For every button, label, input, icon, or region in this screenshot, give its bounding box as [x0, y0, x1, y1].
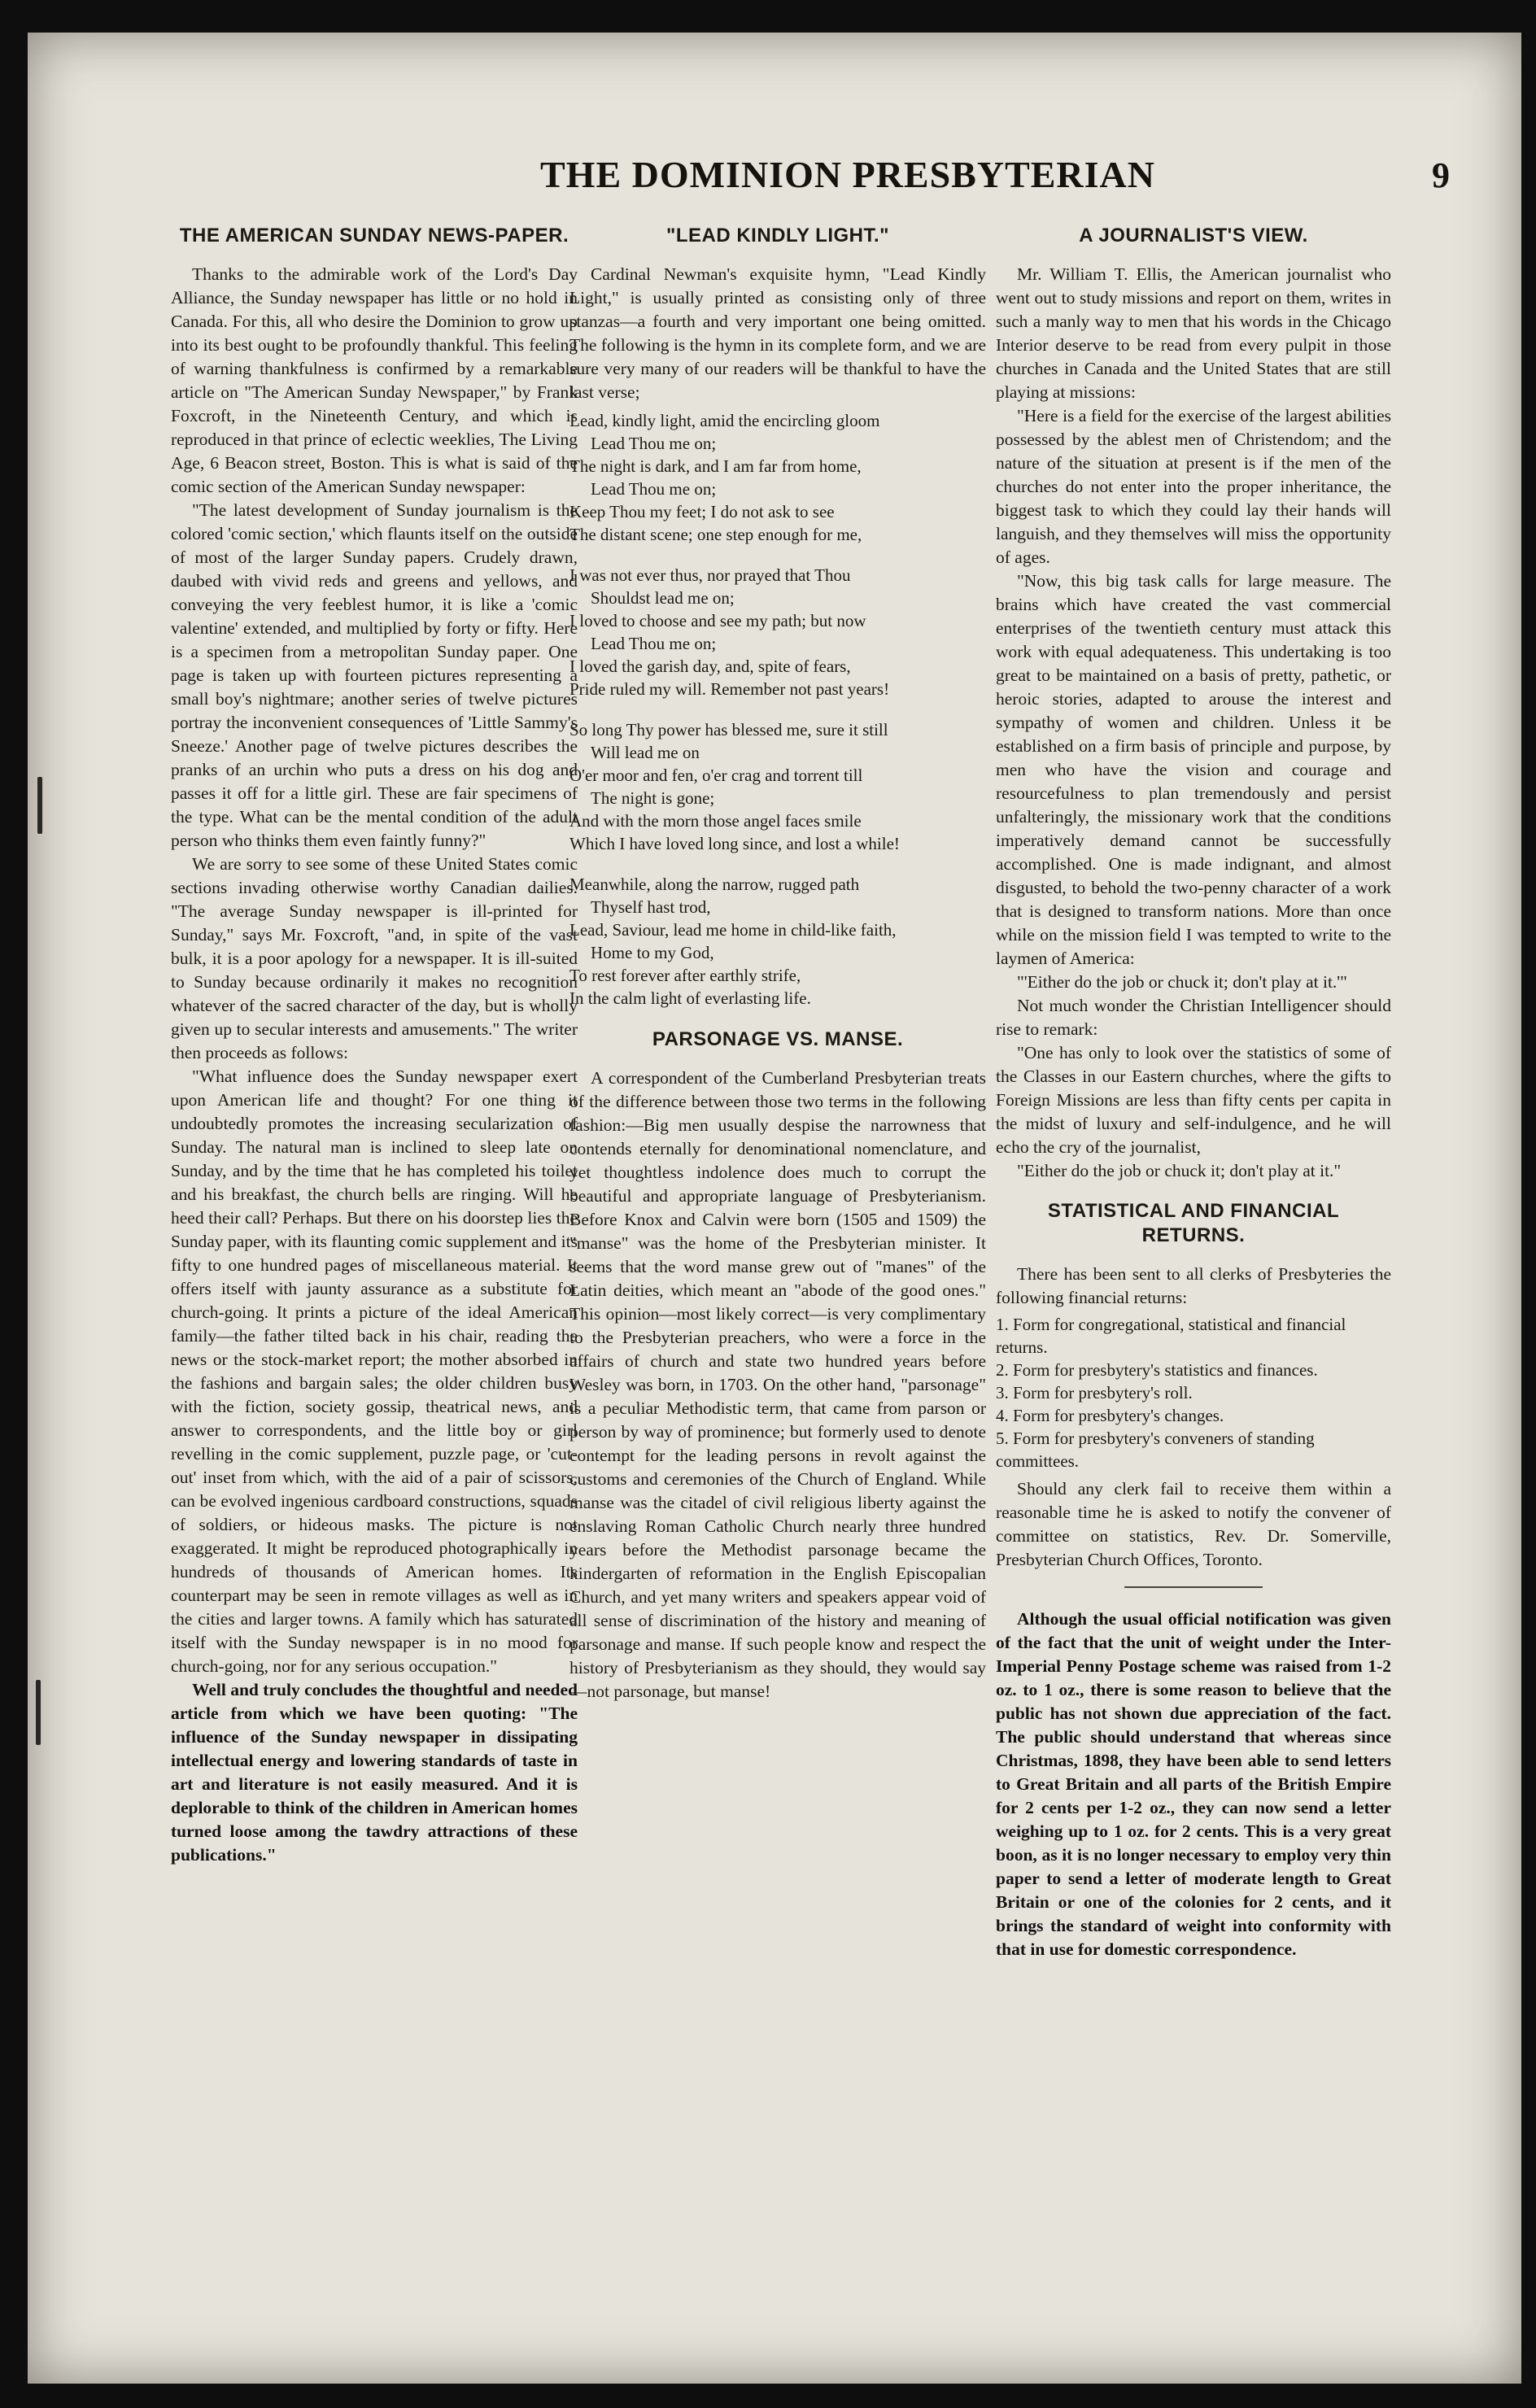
hymn-line: Will lead me on: [591, 743, 700, 762]
list-item: 4. Form for presbytery's changes.: [996, 1406, 1224, 1425]
list-item: 1. Form for congregational, statistical and financial returns.: [996, 1315, 1346, 1357]
article-heading: THE AMERICAN SUNDAY NEWS-PAPER.: [179, 225, 569, 246]
article-paragraph: "Now, this big task calls for large measure. The brains which have created the vast commercial enterprises of the twentieth century must attack this work with equal adequateness. This undertaking is too great to be maintained on a basis of pretty, pathetic, or heroic stories, adapted to arouse the interest and sympathy of women and children. Unless it be established on a firm basis of principle and purpose, by men who have the vision and courage and resourcefulness to plan tremendously and persist unfalteringly, the missionary work that the conditions imperatively demand cannot be successfully accomplished. One is made indignant, and almost disgusted, to behold the two-penny character of a work that is designed to transform nations. More than once while on the mission field I was tempted to write to the laymen of America:: [996, 571, 1391, 968]
page-header: [467, 153, 1460, 210]
hymn-line: The night is gone;: [591, 788, 715, 808]
article-paragraph: "One has only to look over the statistics of some of the Classes in our Eastern churches, where the gifts to Foreign Missions are less than fifty cents per capita in the midst of luxury and self-indulgence, and he will echo the cry of the journalist,: [996, 1043, 1391, 1157]
article-paragraph: Should any clerk fail to receive them within a reasonable time he is asked to notify the convener of committee on statistics, Rev. Dr. Somerville, Presbyterian Church Offices, Toronto.: [996, 1479, 1391, 1569]
article-paragraph: Mr. William T. Ellis, the American journalist who went out to study missions and report on them, writes in such a manly way to men that his words in the Chicago Interior deserve to be read from every pulpit in those churches in Canada and the United States that are still playing at missions:: [996, 264, 1391, 402]
hymn-line: Pride ruled my will. Remember not past years!: [569, 679, 890, 699]
hymn: [569, 409, 986, 1010]
hymn-stanza: [569, 873, 986, 1010]
article-heading: STATISTICAL AND FINANCIAL RETURNS.: [1047, 1200, 1340, 1246]
article-paragraph: Well and truly concludes the thoughtful and needed article from which we have been quoting: "The influence of the Sunday newspaper in dissipating intellectual energy and lowering standards of taste in art and literature is not easily measured. And it is deplorable to think of the children in American homes turned loose among the tawdry attractions of these publications.": [171, 1680, 578, 1865]
returns-list: [996, 1313, 1391, 1472]
article-paragraph: A correspondent of the Cumberland Presbyterian treats of the difference between those two terms in the following fashion:—Big men usually despise the narrowness that contends eternally for denominational nomenclature, and yet thoughtless indolence does much to corrupt the beautiful and appropriate language of Presbyterianism. Before Knox and Calvin were born (1505 and 1509) the "manse" was the home of the Presbyterian minister. It seems that the word manse grew out of "manes" of the Latin deities, which meant an "abode of the good ones." This opinion—most likely correct—is very complimentary to the Presbyterian preachers, who were a force in the affairs of church and state two hundred years before Wesley was born, in 1703. On the other hand, "parsonage" is a peculiar Methodistic term, that came from parson or person by way of prominence; but formerly used to denote contempt for the leading persons in revolt against the customs and ceremonies of the Church of England. While manse was the citadel of civil religious liberty against the enslaving Roman Catholic Church nearly three hundred years before the Methodist parsonage became the kindergarten of reformation in the English Episcopalian Church, and yet many writers and speakers appear void of all sense of discrimination of the history and meaning of parsonage and manse. If such people know and respect the history of Presbyterianism as they should, they would say—not parsonage, but manse!: [569, 1068, 986, 1701]
column-middle: [569, 224, 986, 1703]
hymn-line: To rest forever after earthly strife,: [569, 966, 801, 985]
hymn-line: And with the morn those angel faces smile: [569, 811, 862, 831]
hymn-line: I loved the garish day, and, spite of fears,: [569, 657, 851, 676]
binding-mark: [36, 1680, 41, 1745]
article-paragraph: Not much wonder the Christian Intelligencer should rise to remark:: [996, 996, 1391, 1039]
hymn-line: So long Thy power has blessed me, sure it still: [569, 720, 888, 739]
hymn-line: Lead Thou me on;: [591, 479, 717, 499]
hymn-line: I was not ever thus, nor prayed that Thou: [569, 565, 851, 585]
article-paragraph: "What influence does the Sunday newspaper exert upon American life and thought? For one thing it undoubtedly promotes the increasing secularization of Sunday. The natural man is inclined to sleep late on Sunday, and by the time that he has completed his toilet and his breakfast, the church bells are ringing. Will he heed their call? Perhaps. But there on his doorstep lies the Sunday paper, with its flaunting comic supplement and its fifty to one hundred pages of miscellaneous material. It offers itself with jaunty assurance as a substitute for church-going. It prints a picture of the ideal American family—the father tilted back in his chair, reading the news or the stock-market report; the mother absorbed in the fashions and bargain sales; the older children busy with the fiction, society gossip, theatrical news, and answer to correspondents, and the little boy or girl revelling in the comic supplement, puzzle page, or 'cut-out' inset from which, with the aid of a pair of scissors, can be evolved ingenious cardboard constructions, squads of soldiers, or hideous masks. The picture is not exaggerated. It might be reproduced photographically in hundreds of thousands of American homes. Its counterpart may be seen in remote villages as well as in the cities and larger towns. A family which has saturated itself with the Sunday newspaper is in no mood for church-going, nor for any serious occupation.": [171, 1067, 578, 1676]
masthead: THE DOMINION PRESBYTERIAN: [540, 154, 1155, 195]
hymn-line: Lead Thou me on;: [591, 634, 717, 653]
article-paragraph: Thanks to the admirable work of the Lord's Day Alliance, the Sunday newspaper has little or no hold in Canada. For this, all who desire the Dominion to grow up into its best ought to be profoundly thankful. This feeling of warning thankfulness is confirmed by a remarkable article on "The American Sunday Newspaper," by Frank Foxcroft, in the Nineteenth Century, and which is reproduced in that prince of eclectic weeklies, The Living Age, 6 Beacon street, Boston. This is what is said of the comic section of the American Sunday newspaper:: [171, 264, 578, 496]
hymn-line: Meanwhile, along the narrow, rugged path: [569, 875, 860, 894]
column-left: [171, 224, 578, 1867]
hymn-line: Thyself hast trod,: [591, 897, 711, 917]
hymn-line: The night is dark, and I am far from home,: [569, 456, 862, 476]
hymn-line: Keep Thou my feet; I do not ask to see: [569, 502, 835, 521]
hymn-line: In the calm light of everlasting life.: [569, 988, 811, 1008]
hymn-stanza: [569, 564, 986, 700]
article-paragraph: There has been sent to all clerks of Presbyteries the following financial returns:: [996, 1264, 1391, 1307]
list-item: 2. Form for presbytery's statistics and finances.: [996, 1360, 1318, 1380]
hymn-line: O'er moor and fen, o'er crag and torrent till: [569, 766, 863, 785]
article-paragraph: "'Either do the job or chuck it; don't play at it.'": [1017, 972, 1347, 992]
binding-mark: [37, 777, 42, 834]
article-paragraph: "The latest development of Sunday journalism is the colored 'comic section,' which flaunts itself on the outside of most of the larger Sunday papers. Crudely drawn, daubed with vivid reds and greens and yellows, and conveying the very feeblest humor, it is like a 'comic valentine' extended, and multiplied by forty or fifty. Here is a specimen from a metropolitan Sunday paper. One page is taken up with fourteen pictures representing a small boy's nightmare; another series of twelve pictures portray the inconvenient consequences of 'Little Sammy's Sneeze.' Another page of twelve pictures describes the pranks of an urchin who puts a dress on his dog and passes it off for a little girl. These are fair specimens of the type. What can be the mental condition of the adult person who thinks them even faintly funny?": [171, 500, 578, 850]
article-heading: PARSONAGE VS. MANSE.: [652, 1028, 904, 1050]
hymn-line: Shouldst lead me on;: [591, 588, 735, 608]
hymn-line: The distant scene; one step enough for me,: [569, 525, 862, 544]
article-heading: A JOURNALIST'S VIEW.: [1079, 225, 1308, 246]
article-paragraph: "Here is a field for the exercise of the largest abilities possessed by the ablest men of Christendom; and the nature of the situation at present is if the men of the churches do not enter into the proper inheritance, the biggest task to which they could lay their hands will languish, and they themselves will miss the opportunity of ages.: [996, 406, 1391, 567]
hymn-stanza: [569, 409, 986, 546]
hymn-line: Lead, kindly light, amid the encircling gloom: [569, 411, 880, 430]
newspaper-page: [28, 33, 1521, 2384]
list-item: 5. Form for presbytery's conveners of standing committees.: [996, 1429, 1315, 1471]
article-paragraph: We are sorry to see some of these United States comic sections invading otherwise worthy Canadian dailies. "The average Sunday newspaper is ill-printed for Sunday," says Mr. Foxcroft, "and, in spite of the vast bulk, it is a poor apology for a newspaper. It is ill-suited to Sunday because ordinarily it makes no recognition whatever of the sacred character of the day, but is wholly given up to secular interests and amusements." The writer then proceeds as follows:: [171, 854, 578, 1062]
list-item: 3. Form for presbytery's roll.: [996, 1383, 1193, 1402]
section-divider: [1124, 1586, 1263, 1588]
hymn-line: Home to my God,: [591, 943, 714, 962]
article-paragraph: Cardinal Newman's exquisite hymn, "Lead Kindly Light," is usually printed as consisting only of three stanzas—a fourth and very important one being omitted. The following is the hymn in its complete form, and we are sure very many of our readers will be thankful to have the last verse;: [569, 264, 986, 402]
hymn-line: I loved to choose and see my path; but now: [569, 611, 866, 630]
column-right: [996, 224, 1391, 1961]
hymn-line: Which I have loved long since, and lost a while!: [569, 834, 900, 853]
hymn-stanza: [569, 718, 986, 855]
article-paragraph: "Either do the job or chuck it; don't play at it.": [1017, 1161, 1342, 1180]
page-number: 9: [1432, 155, 1450, 195]
article-heading: "LEAD KINDLY LIGHT.": [665, 225, 890, 246]
article-paragraph: Although the usual official notification was given of the fact that the unit of weight under the Inter-Imperial Penny Postage scheme was raised from 1-2 oz. to 1 oz., there is some reason to believe that the public has not shown due appreciation of the fact. The public should understand that whereas since Christmas, 1898, they have been able to send letters to Great Britain and all parts of the British Empire for 2 cents per 1-2 oz., they can now send a letter weighing up to 1 oz. for 2 cents. This is a very great boon, as it is no longer necessary to employ very thin paper to send a letter of moderate length to Great Britain or one of the colonies for 2 cents, and it brings the standard of weight into conformity with that in use for domestic correspondence.: [996, 1609, 1391, 1959]
hymn-line: Lead Thou me on;: [591, 434, 717, 453]
hymn-line: Lead, Saviour, lead me home in child-like faith,: [569, 920, 897, 940]
binding-edge: [28, 33, 60, 2384]
